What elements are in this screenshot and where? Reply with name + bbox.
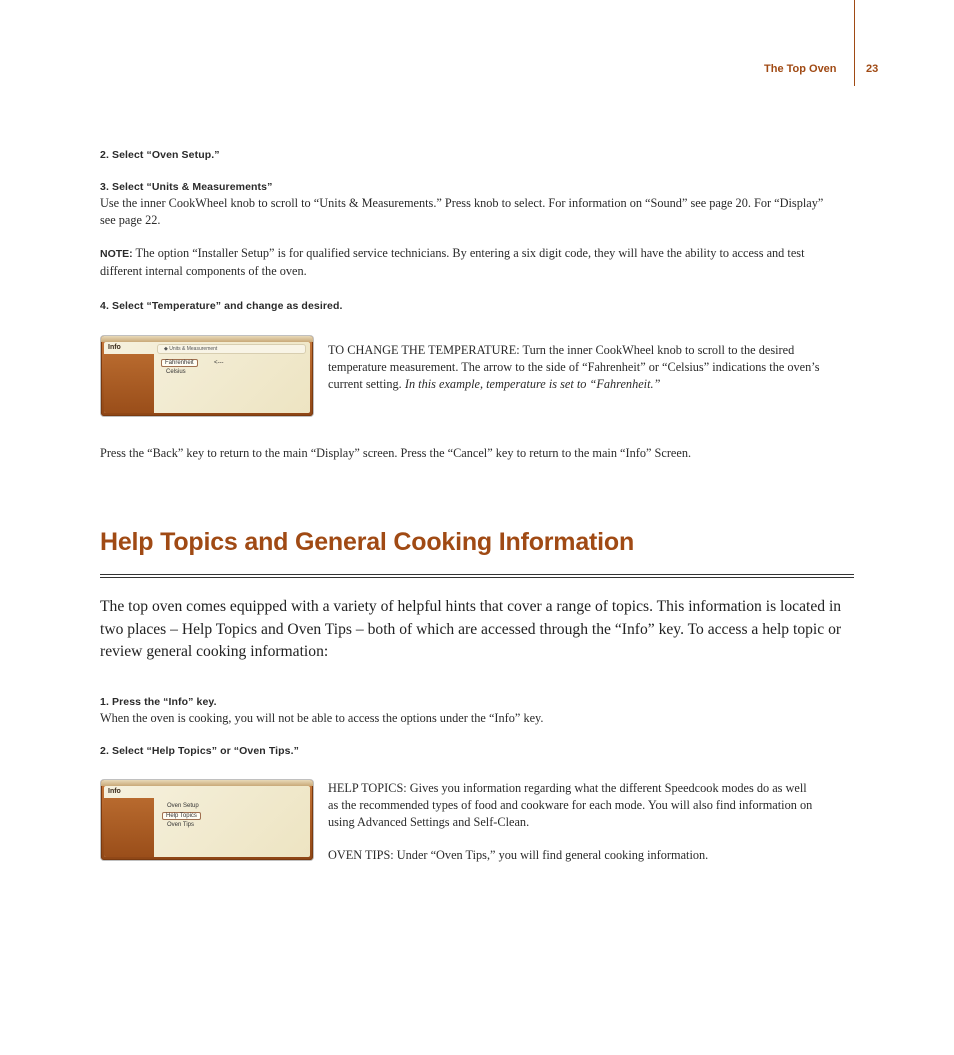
screen-info-label: Info <box>108 344 121 351</box>
option-fahrenheit: Fahrenheit <box>161 359 198 367</box>
screen-breadcrumb: ◆ Units & Measurement <box>157 344 306 354</box>
temperature-example: In this example, temperature is set to “Fahrenheit.” <box>404 377 661 391</box>
help-topics-text: HELP TOPICS: Gives you information regarding what the different Speedcook modes do as well as the recommended types of food and cookware for each mode. You will also find information on using Advanced Settings and Self-Clean. <box>328 781 813 829</box>
running-header-title: The Top Oven <box>764 63 837 75</box>
screen-info-label: Info <box>108 788 121 795</box>
temperature-instructions <box>328 342 843 393</box>
header-rule <box>854 0 855 86</box>
option-oven-setup: Oven Setup <box>167 803 199 809</box>
screen-panel <box>104 342 310 413</box>
note-text: The option “Installer Setup” is for qualified service technicians. By entering a six digit code, they will have the ability to access and test different internal components of the oven. <box>100 246 805 278</box>
section-double-rule <box>100 574 854 578</box>
section-lead-paragraph: The top oven comes equipped with a variety of helpful hints that cover a range of topics. This information is located in two places – Help Topics and Oven Tips – both of which are accessed through the “Info” key. To access a help topic or review general cooking information: <box>100 598 842 660</box>
step-4-heading: 4. Select “Temperature” and change as desired. <box>100 300 343 312</box>
step-1-text: When the oven is cooking, you will not be able to access the options under the “Info” key. <box>100 711 544 725</box>
option-oven-tips: Oven Tips <box>167 822 195 828</box>
back-cancel-text: Press the “Back” key to return to the main “Display” screen. Press the “Cancel” key to return to the main “Info” Screen. <box>100 446 692 460</box>
section-title: Help Topics and General Cooking Information <box>100 528 635 556</box>
oven-tips-text: OVEN TIPS: Under “Oven Tips,” you will find general cooking information. <box>328 848 709 862</box>
step-2b-heading: 2. Select “Help Topics” or “Oven Tips.” <box>100 745 299 757</box>
option-help-topics: Help Topics <box>162 812 201 820</box>
page-number: 23 <box>866 63 879 75</box>
screen-left-column <box>104 798 154 857</box>
oven-screen-info <box>101 780 313 860</box>
screen-left-column <box>104 354 154 413</box>
step-3-heading: 3. Select “Units & Measurements” <box>100 181 273 193</box>
note-label: NOTE: <box>100 248 133 260</box>
oven-screen-units <box>101 336 313 416</box>
option-celsius: Celsius <box>166 369 186 375</box>
step-3-text: Use the inner CookWheel knob to scroll to “Units & Measurements.” Press knob to select. For information on “Sound” see page 20. For “Display” see page 22. <box>100 196 824 227</box>
temperature-text: TO CHANGE THE TEMPERATURE: Turn the inner CookWheel knob to scroll to the desired temperature measurement. The arrow to the side of “Fahrenheit” or “Celsius” indications the oven’s current setting. <box>328 343 820 391</box>
step-1-heading: 1. Press the “Info” key. <box>100 696 217 708</box>
screen-panel <box>104 786 310 857</box>
selection-arrow: <--- <box>214 360 224 366</box>
step-2-heading: 2. Select “Oven Setup.” <box>100 149 220 161</box>
note-paragraph <box>100 245 840 280</box>
